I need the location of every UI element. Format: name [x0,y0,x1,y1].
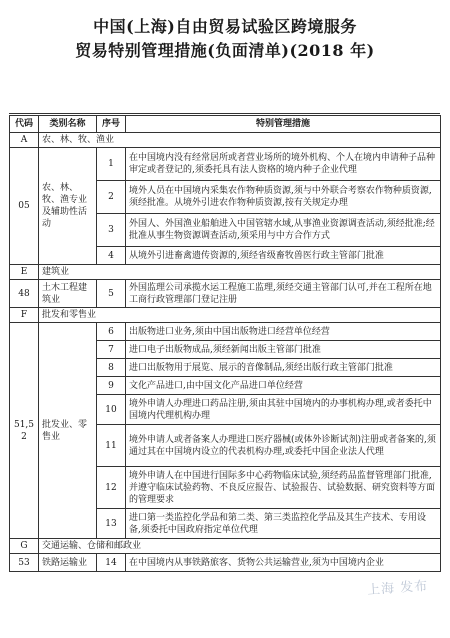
header-number: 序号 [97,116,126,133]
row-number: 13 [97,509,126,539]
group-code: 48 [10,280,39,308]
row-measure: 境外申请人或者备案人办理进口医疗器械(或体外诊断试剂)注册或者备案的,须通过其在中国境内设立的代表机构办理,或委托中国企业法人代理 [126,425,441,467]
section-name: 批发和零售业 [39,308,441,323]
row-measure: 文化产品进口,由中国文化产品进口单位经营 [126,377,441,395]
row-number: 3 [97,214,126,247]
document-title-line-2: 贸易特别管理措施(负面清单)(2018 年) [75,41,375,60]
document-title-line-1: 中国(上海)自由贸易试验区跨境服务 [93,17,357,36]
row-measure: 出版物进口业务,须由中国出版物进口经营单位经营 [126,323,441,341]
row-number: 12 [97,467,126,509]
row-measure: 境外申请人办理进口药品注册,须由其驻中国境内的办事机构办理,或者委托中国境内代理机构办理 [126,395,441,425]
table-header-row [10,116,441,133]
row-measure: 境外人员在中国境内采集农作物种质资源,须与中外联合考察农作物种质资源,须经批准。从境外引进农作物种质资源,按有关规定办理 [126,181,441,214]
row-number: 9 [97,377,126,395]
table-row [10,554,441,572]
row-number: 11 [97,425,126,467]
row-measure: 境外申请人在中国进行国际多中心药物临床试验,须经药品监督管理部门批准,并遵守临床试验药物、不良反应报告、试验报告、试验数据、研究资料等方面的管理要求 [126,467,441,509]
row-number: 5 [97,280,126,308]
header-measure: 特别管理措施 [126,116,441,133]
section-row-f [10,308,441,323]
header-code: 代码 [10,116,39,133]
group-category: 铁路运输业 [39,554,97,572]
row-number: 4 [97,247,126,265]
table-row [10,323,441,341]
section-code: E [10,265,39,280]
group-code: 53 [10,554,39,572]
table-row [10,280,441,308]
row-number: 14 [97,554,126,572]
section-row-a [10,133,441,148]
row-number: 7 [97,341,126,359]
row-number: 6 [97,323,126,341]
section-name: 农、林、牧、渔业 [39,133,441,148]
row-number: 1 [97,148,126,181]
section-name: 建筑业 [39,265,441,280]
group-category: 批发业、零售业 [39,323,97,539]
row-measure: 在中国境内从事铁路旅客、货物公共运输营业,须为中国境内企业 [126,554,441,572]
group-code: 51,52 [10,323,39,539]
section-row-e [10,265,441,280]
group-code: 05 [10,148,39,265]
row-measure: 进口第一类监控化学品和第二类、第三类监控化学品及其生产技术、专用设备,须委托中国政府指定单位代理 [126,509,441,539]
section-row-g [10,539,441,554]
negative-list-table [9,115,441,572]
row-number: 10 [97,395,126,425]
header-category: 类别名称 [39,116,97,133]
group-category: 土木工程建筑业 [39,280,97,308]
table-row [10,148,441,181]
group-category: 农、林、牧、渔专业及辅助性活动 [39,148,97,265]
section-name: 交通运输、仓储和邮政业 [39,539,441,554]
row-measure: 在中国境内没有经常居所或者营业场所的境外机构、个人在境内申请种子品种审定或者登记的,须委托具有法人资格的境内种子企业代理 [126,148,441,181]
row-measure: 从境外引进畜禽遗传资源的,须经省级畜牧兽医行政主管部门批准 [126,247,441,265]
section-code: F [10,308,39,323]
row-measure: 外国人、外国渔业船舶进入中国管辖水域,从事渔业资源调查活动,须经批准;经批准从事生物资源调查活动,须采用与中方合作方式 [126,214,441,247]
row-number: 2 [97,181,126,214]
section-code: G [10,539,39,554]
table-top-rule [9,113,440,114]
row-measure: 外国监理公司承揽水运工程施工监理,须经交通主管部门认可,并在工程所在地工商行政管理部门登记注册 [126,280,441,308]
row-measure: 进口电子出版物成品,须经新闻出版主管部门批准 [126,341,441,359]
row-measure: 进口出版物用于展览、展示的音像制品,须经出版行政主管部门批准 [126,359,441,377]
row-number: 8 [97,359,126,377]
section-code: A [10,133,39,148]
publisher-watermark: 上海 发布 [366,578,429,599]
